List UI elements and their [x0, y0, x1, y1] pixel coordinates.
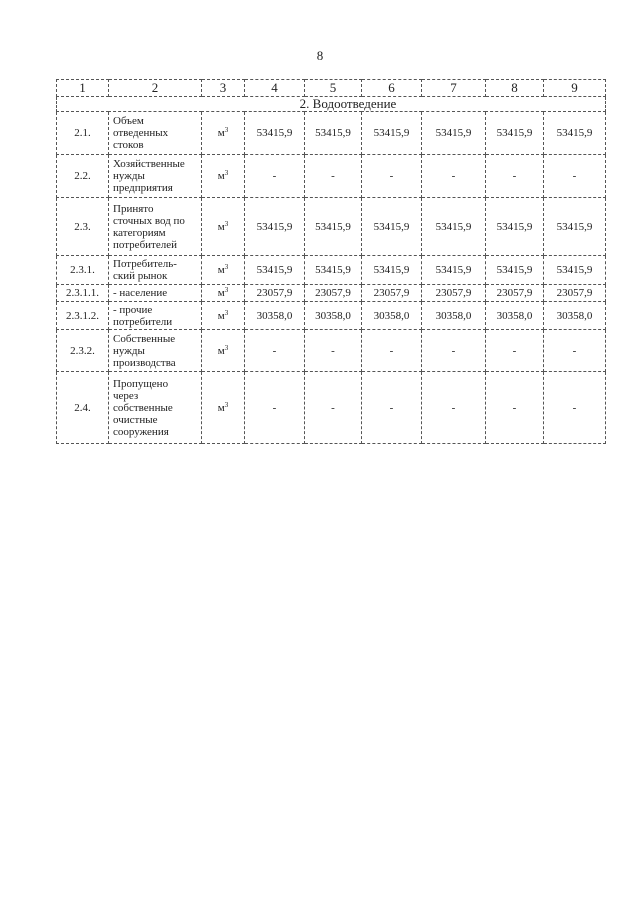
section-row: [57, 97, 606, 112]
unit-base: м: [217, 344, 225, 357]
row-number: 2.3.1.1.: [57, 285, 109, 302]
row-name-line: отведенных: [113, 127, 169, 139]
row-number: 2.1.: [57, 112, 109, 155]
value-cell: -: [544, 155, 606, 198]
table-body: [57, 80, 606, 444]
row-name-line: Пропущено: [113, 377, 169, 390]
column-header-8: 8: [486, 80, 544, 97]
row-name-line: - население: [113, 287, 168, 299]
value-cell: 30358,0: [245, 302, 305, 330]
table-row: [57, 155, 606, 198]
row-name-line: производства: [113, 356, 176, 369]
row-name-line: сооружения: [113, 425, 169, 438]
data-table: [56, 79, 606, 444]
row-name-line: потребителей: [113, 238, 177, 251]
row-number: 2.4.: [57, 372, 109, 444]
page-number: 8: [316, 48, 324, 63]
value-cell: 53415,9: [362, 256, 422, 285]
unit-exponent: 3: [224, 219, 229, 228]
column-header-7: 7: [422, 80, 486, 97]
value-cell: -: [245, 372, 305, 444]
value-cell: -: [422, 155, 486, 198]
row-name-line: - прочие: [113, 303, 153, 316]
table-row: [57, 302, 606, 330]
column-header-3: 3: [202, 80, 245, 97]
row-name-line: нужды: [113, 344, 145, 357]
row-name: [109, 112, 202, 155]
value-cell: 30358,0: [486, 302, 544, 330]
value-cell: 53415,9: [486, 112, 544, 155]
row-name: [109, 372, 202, 444]
column-header-9: 9: [544, 80, 606, 97]
column-header-4: 4: [245, 80, 305, 97]
row-number: 2.3.1.2.: [57, 302, 109, 330]
row-name-line: нужды: [113, 170, 145, 182]
unit-base: м: [217, 220, 225, 233]
row-name-line: очистные: [113, 413, 158, 426]
row-name-line: категориям: [113, 226, 166, 239]
value-cell: -: [305, 155, 362, 198]
row-name-line: потребители: [113, 315, 173, 328]
value-cell: 23057,9: [544, 285, 606, 302]
value-cell: 53415,9: [422, 112, 486, 155]
row-name: [109, 198, 202, 256]
value-cell: -: [422, 330, 486, 372]
row-name-line: через: [113, 389, 139, 402]
row-name: [109, 155, 202, 198]
row-name-line: Принято: [113, 202, 154, 215]
row-name-line: Объем: [113, 115, 144, 127]
value-cell: 23057,9: [245, 285, 305, 302]
value-cell: 30358,0: [362, 302, 422, 330]
column-header-2: 2: [109, 80, 202, 97]
unit-cell: [202, 155, 245, 198]
unit-base: м: [217, 264, 225, 276]
unit-cell: [202, 330, 245, 372]
value-cell: 53415,9: [305, 198, 362, 256]
unit-cell: [202, 112, 245, 155]
row-name-line: Собственные: [113, 332, 176, 345]
value-cell: 53415,9: [245, 256, 305, 285]
unit-cell: [202, 256, 245, 285]
value-cell: -: [362, 372, 422, 444]
value-cell: 53415,9: [544, 198, 606, 256]
table-row: [57, 372, 606, 444]
value-cell: -: [544, 372, 606, 444]
value-cell: -: [305, 330, 362, 372]
column-header-1: 1: [57, 80, 109, 97]
value-cell: 53415,9: [486, 198, 544, 256]
row-name: [109, 330, 202, 372]
table-row: [57, 256, 606, 285]
row-name-line: Хозяйственные: [113, 158, 185, 170]
unit-exponent: 3: [224, 286, 229, 294]
value-cell: 53415,9: [486, 256, 544, 285]
value-cell: -: [422, 372, 486, 444]
row-name: [109, 285, 202, 302]
value-cell: 23057,9: [305, 285, 362, 302]
unit-base: м: [217, 309, 225, 322]
unit-exponent: 3: [224, 263, 229, 271]
value-cell: 30358,0: [305, 302, 362, 330]
column-header-6: 6: [362, 80, 422, 97]
row-name: [109, 256, 202, 285]
row-name-line: стоков: [113, 139, 144, 151]
section-title: 2. Водоотведение: [57, 97, 606, 112]
row-number: 2.3.1.: [57, 256, 109, 285]
value-cell: -: [544, 330, 606, 372]
value-cell: -: [245, 330, 305, 372]
value-cell: 53415,9: [305, 256, 362, 285]
row-name-line: предприятия: [113, 182, 173, 194]
unit-cell: [202, 302, 245, 330]
header-row: [57, 80, 606, 97]
value-cell: 53415,9: [544, 256, 606, 285]
value-cell: 23057,9: [486, 285, 544, 302]
table-row: [57, 112, 606, 155]
unit-base: м: [217, 287, 225, 299]
unit-exponent: 3: [224, 308, 229, 317]
unit-base: м: [217, 401, 225, 414]
value-cell: -: [486, 155, 544, 198]
unit-cell: [202, 198, 245, 256]
value-cell: -: [486, 330, 544, 372]
value-cell: -: [362, 155, 422, 198]
value-cell: 53415,9: [305, 112, 362, 155]
row-name-line: Потребитель-: [113, 258, 177, 270]
value-cell: 23057,9: [362, 285, 422, 302]
table-row: [57, 330, 606, 372]
value-cell: 53415,9: [245, 198, 305, 256]
row-name-line: ский рынок: [113, 270, 168, 282]
value-cell: 30358,0: [422, 302, 486, 330]
row-number: 2.3.2.: [57, 330, 109, 372]
row-number: 2.2.: [57, 155, 109, 198]
value-cell: 23057,9: [422, 285, 486, 302]
value-cell: 30358,0: [544, 302, 606, 330]
row-name: [109, 302, 202, 330]
value-cell: 53415,9: [544, 112, 606, 155]
unit-exponent: 3: [224, 169, 229, 177]
row-number: 2.3.: [57, 198, 109, 256]
row-name-line: сточных вод по: [113, 214, 185, 227]
value-cell: -: [245, 155, 305, 198]
unit-base: м: [217, 170, 225, 182]
unit-cell: [202, 372, 245, 444]
value-cell: 53415,9: [362, 198, 422, 256]
value-cell: -: [362, 330, 422, 372]
value-cell: -: [486, 372, 544, 444]
table-row: [57, 198, 606, 256]
unit-exponent: 3: [224, 126, 229, 134]
table-row: [57, 285, 606, 302]
unit-exponent: 3: [224, 400, 229, 409]
value-cell: 53415,9: [422, 256, 486, 285]
column-header-5: 5: [305, 80, 362, 97]
value-cell: -: [305, 372, 362, 444]
value-cell: 53415,9: [245, 112, 305, 155]
value-cell: 53415,9: [422, 198, 486, 256]
unit-cell: [202, 285, 245, 302]
value-cell: 53415,9: [362, 112, 422, 155]
row-name-line: собственные: [113, 401, 173, 414]
unit-base: м: [217, 127, 225, 139]
unit-exponent: 3: [224, 343, 229, 352]
